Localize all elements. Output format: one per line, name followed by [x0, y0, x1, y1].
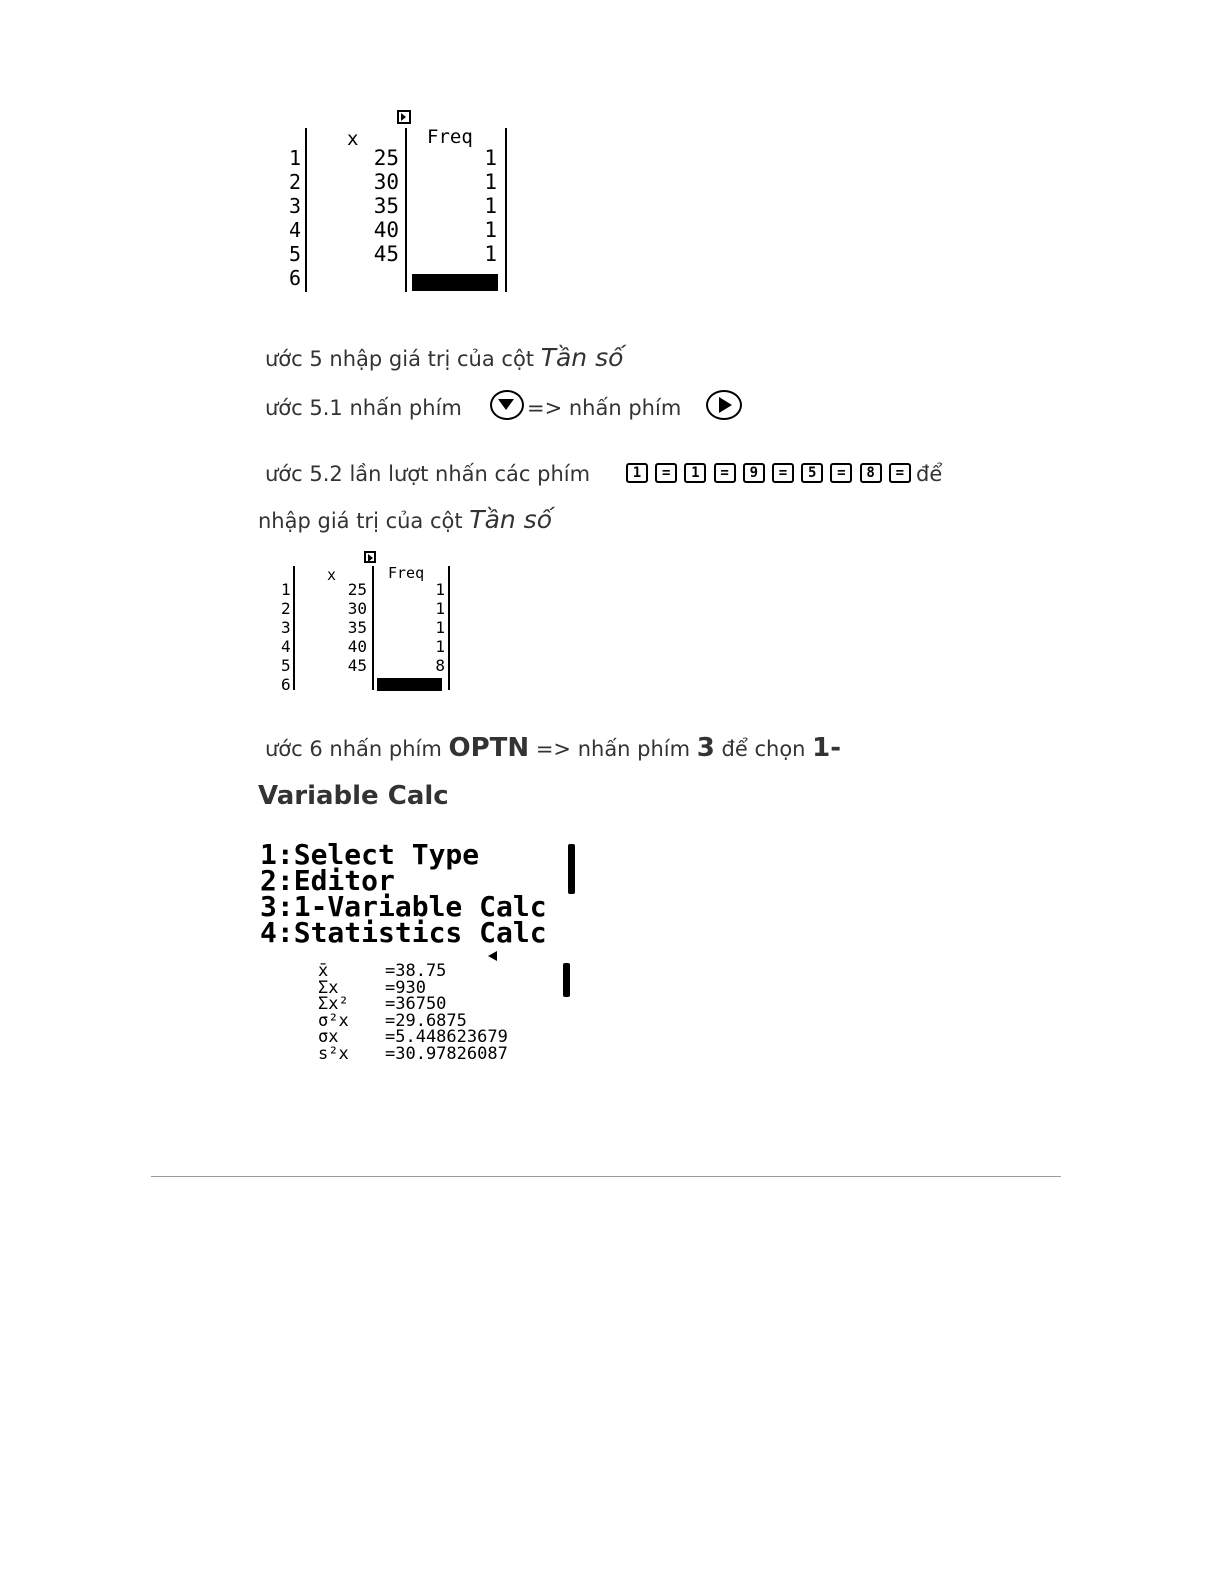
x-value: 25: [347, 580, 367, 599]
row-number: 2: [289, 170, 302, 194]
column-x-header: x: [327, 566, 337, 584]
freq-value: 1: [484, 218, 497, 242]
menu-item: 3:1-Variable Calc: [260, 890, 547, 923]
step-6-text: ước 6 nhấn phím OPTN => nhấn phím 3 để chọn 1-: [265, 733, 842, 763]
one-label: 1-: [812, 733, 842, 763]
down-arrow-key-icon: [490, 390, 524, 420]
divider: [448, 566, 450, 690]
variable-calc-label: Variable Calc: [258, 781, 449, 811]
equals-key-icon: =: [889, 463, 911, 483]
x-value: 35: [347, 618, 367, 637]
row-number: 1: [281, 580, 291, 599]
stat-value: =29.6875: [385, 1010, 467, 1031]
cell-cursor: [412, 274, 498, 291]
stat-value: =38.75: [385, 961, 447, 981]
row-number: 1: [289, 146, 302, 170]
stat-label: x̄: [318, 961, 329, 981]
stat-label: s²x: [318, 1043, 349, 1064]
scrollbar: [568, 844, 575, 894]
column-x-header: x: [347, 128, 359, 150]
stat-label: Σx²: [318, 994, 349, 1014]
equals-key-icon: =: [830, 463, 852, 483]
row-number: 3: [289, 194, 302, 218]
column-freq-header: Freq: [427, 126, 473, 148]
tan-so-label: Tần số: [540, 343, 624, 372]
page-divider: [151, 1176, 1061, 1177]
scroll-right-icon: [397, 110, 411, 124]
row-number: 6: [289, 266, 302, 290]
back-arrow-icon: [488, 951, 497, 961]
number-key-icon: 9: [743, 463, 765, 483]
step-5-1-text-2: => nhấn phím: [527, 396, 682, 420]
row-number: 6: [281, 675, 291, 694]
step-5-text: ước 5 nhập giá trị của cột Tần số: [265, 343, 624, 372]
x-value: 25: [373, 146, 399, 170]
x-value: 30: [373, 170, 399, 194]
divider: [505, 128, 507, 292]
number-key-icon: 5: [801, 463, 823, 483]
x-value: 35: [373, 194, 399, 218]
optn-key-label: OPTN: [448, 733, 530, 763]
stat-label: Σx: [318, 977, 339, 998]
freq-value: 1: [435, 580, 445, 599]
menu-item: 2:Editor: [260, 864, 395, 897]
cell-cursor: [377, 678, 442, 691]
freq-value: 1: [435, 618, 445, 637]
stat-label: σx: [318, 1027, 339, 1047]
equals-key-icon: =: [772, 463, 794, 483]
equals-key-icon: =: [655, 463, 677, 483]
stat-label: σ²x: [318, 1010, 349, 1031]
stat-value: =5.448623679: [385, 1027, 508, 1047]
right-arrow-key-icon: [706, 390, 742, 420]
number-key-icon: 1: [684, 463, 706, 483]
number-key-icon: 1: [626, 463, 648, 483]
row-number: 4: [289, 218, 302, 242]
row-number: 2: [281, 599, 291, 618]
row-number: 3: [281, 618, 291, 637]
divider: [305, 128, 307, 292]
x-value: 40: [373, 218, 399, 242]
row-number: 5: [289, 242, 302, 266]
freq-value: 8: [435, 656, 445, 675]
row-number: 5: [281, 656, 291, 675]
freq-value: 1: [484, 170, 497, 194]
freq-value: 1: [435, 599, 445, 618]
step-5-2-line2: nhập giá trị của cột Tần số: [258, 505, 552, 534]
tan-so-label-2: Tần số: [469, 505, 552, 534]
divider: [293, 566, 295, 690]
number-key-icon: 8: [860, 463, 882, 483]
freq-value: 1: [484, 194, 497, 218]
stat-value: =36750: [385, 994, 447, 1014]
key-3-label: 3: [696, 733, 715, 763]
x-value: 40: [347, 637, 367, 656]
equals-key-icon: =: [714, 463, 736, 483]
x-value: 45: [347, 656, 367, 675]
step-5-2-suffix: để: [916, 462, 943, 486]
column-freq-header: Freq: [388, 564, 425, 582]
step-5-2-text: ước 5.2 lần lượt nhấn các phím: [265, 462, 591, 486]
menu-item: 1:Select Type: [260, 838, 480, 871]
menu-item: 4:Statistics Calc: [260, 916, 547, 949]
stat-value: =30.97826087: [385, 1043, 508, 1064]
freq-value: 1: [484, 242, 497, 266]
x-value: 45: [373, 242, 399, 266]
step-5-1-text: ước 5.1 nhấn phím: [265, 396, 462, 420]
scrollbar: [563, 963, 570, 997]
divider: [372, 566, 374, 690]
row-number: 4: [281, 637, 291, 656]
freq-value: 1: [435, 637, 445, 656]
scroll-right-icon: [364, 551, 376, 563]
x-value: 30: [347, 599, 367, 618]
divider: [405, 128, 407, 292]
stat-value: =930: [385, 977, 426, 998]
calc-list-screen-1: [285, 108, 515, 298]
freq-value: 1: [484, 146, 497, 170]
calc-list-screen-2: [280, 550, 460, 695]
